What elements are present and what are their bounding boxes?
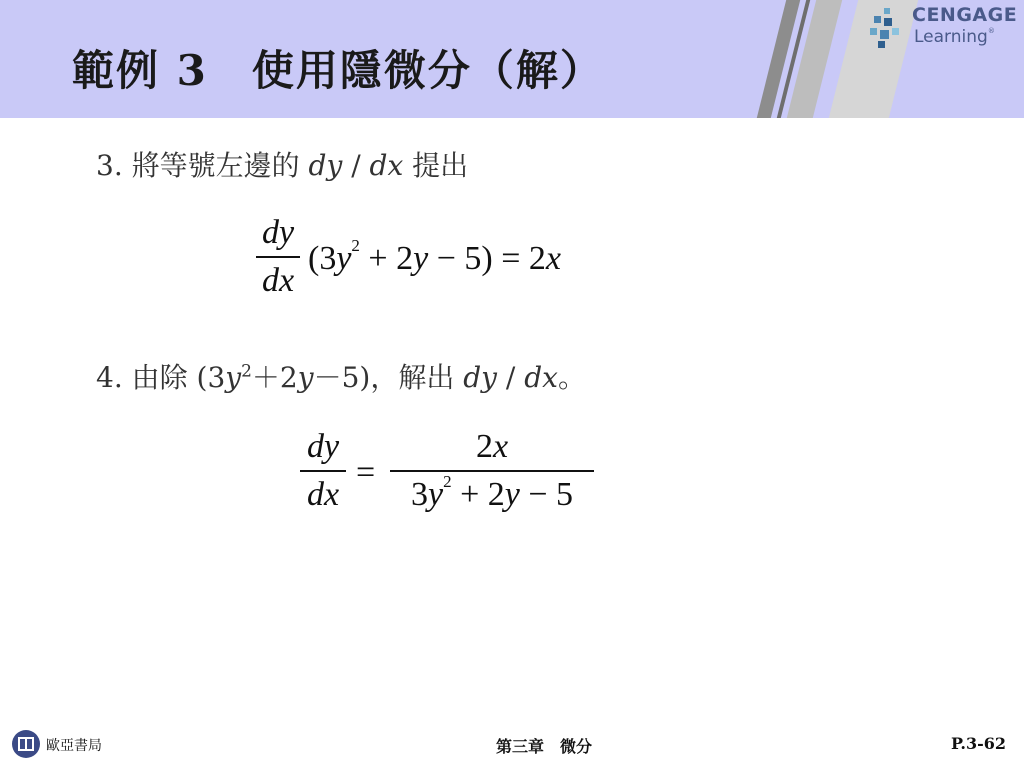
step-text-end: 提出: [412, 149, 469, 182]
fraction-bar: [256, 256, 300, 258]
result-denominator: $3y^2 + 2y - 5$: [410, 472, 574, 513]
logo-brand-bottom: Learning®: [914, 27, 995, 47]
publisher-name: 歐亞書局: [46, 738, 102, 754]
fraction-denominator: dx: [261, 262, 295, 299]
math-dx: dx: [524, 361, 558, 394]
derivative-fraction: [300, 428, 346, 514]
fraction-bar: [390, 470, 594, 472]
math-slash: /: [351, 149, 361, 182]
derivative-fraction: [256, 214, 300, 300]
fraction-denominator: dx: [306, 476, 340, 513]
logo-brand-top: CENGAGE: [912, 4, 1018, 26]
header-band: [0, 0, 1024, 118]
cengage-logo: [868, 4, 1020, 54]
math-dx: dx: [369, 149, 404, 182]
chapter-label: 第三章 微分: [496, 737, 593, 756]
fraction-bar: [300, 470, 346, 472]
equation-1-rhs: $(3y^2 + 2y - 5) = 2x$: [308, 236, 561, 277]
footer: [0, 726, 1024, 768]
equation-2: [300, 428, 620, 538]
math-dy: dy: [463, 361, 497, 394]
fraction-numerator: dy: [306, 428, 340, 465]
step-3-text: [96, 144, 468, 184]
result-fraction: [390, 428, 594, 514]
equation-1: [256, 214, 636, 314]
page-number: P.3-62: [951, 734, 1006, 753]
result-numerator: 2x: [475, 428, 509, 465]
equals-sign: =: [356, 454, 376, 491]
fraction-numerator: dy: [261, 214, 295, 251]
step-number: 3.: [96, 149, 123, 182]
math-dy: dy: [308, 149, 343, 182]
page-title: 範例 3 使用隱微分（解）: [72, 46, 604, 95]
publisher-logo-icon: [12, 730, 40, 758]
cengage-dots-icon: [868, 6, 908, 50]
step-4-text: 4. 由除 $(3y^2+2y-5)$，解出 dy / dx。: [96, 361, 586, 394]
step-text: 將等號左邊的: [131, 149, 300, 182]
math-slash: /: [505, 361, 516, 394]
step-number: 4.: [96, 361, 123, 394]
